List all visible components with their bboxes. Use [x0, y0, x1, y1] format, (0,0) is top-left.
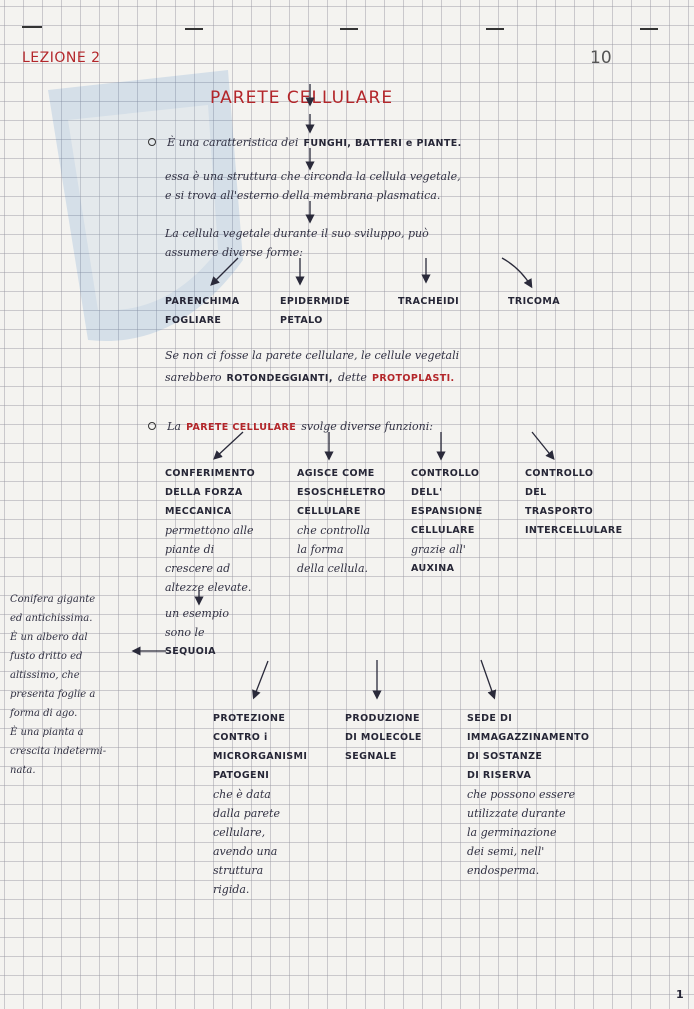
arrow-down-left-icon — [254, 661, 268, 697]
arrow-down-left-icon — [215, 432, 243, 458]
form-item: PARENCHIMA FOGLIARE — [165, 296, 240, 326]
intro-line-1: È una caratteristica dei FUNGHI, BATTERI e PIANTE. — [148, 131, 462, 150]
example-block: un esempio sono le SEQUOIA — [165, 607, 229, 657]
intro-line-4: La cellula vegetale durante il suo sviluppo, può — [165, 227, 429, 240]
arrow-curve-icon — [502, 258, 531, 286]
page-number: 10 — [590, 48, 612, 68]
form-item: TRACHEIDI — [398, 296, 460, 307]
function-item: CONFERIMENTO DELLA FORZA MECCANICA permettono alle piante di crescere ad altezze elevate. — [165, 468, 256, 594]
function-item: CONTROLLO DEL TRASPORTO INTERCELLULARE — [525, 468, 623, 536]
side-note: Conifera gigante ed antichissima. È un albero dal fusto dritto ed altissimo, che presenta foglie a forma di ago. È una pianta a crescita indetermi- nata. — [10, 594, 107, 776]
protoplasti-line-2: sarebbero ROTONDEGGIANTI, dette PROTOPLASTI. — [165, 371, 455, 384]
intro-line-3: e si trova all'esterno della membrana plasmatica. — [165, 189, 441, 202]
sub-function-item: PROTEZIONE CONTRO i MICRORGANISMI PATOGENI che è data dalla parete cellulare, avendo una struttura rigida. — [213, 713, 308, 896]
arrow-down-right-icon — [532, 432, 553, 458]
function-item: AGISCE COME ESOSCHELETRO CELLULARE che controlla la forma della cellula. — [297, 468, 386, 575]
footer-mark: 1 — [676, 988, 685, 1001]
arrow-down-left-icon — [212, 258, 238, 284]
intro-line-5: assumere diverse forme: — [165, 246, 303, 259]
protoplasti-line-1: Se non ci fosse la parete cellulare, le cellule vegetali — [165, 349, 460, 362]
arrow-down-right-icon — [481, 660, 494, 697]
lesson-label: LEZIONE 2 — [22, 50, 101, 66]
functions-intro: La PARETE CELLULARE svolge diverse funzioni: — [148, 415, 433, 434]
intro-line-2: essa è una struttura che circonda la cellula vegetale, — [165, 170, 461, 183]
sub-function-item: SEDE DI IMMAGAZZINAMENTO DI SOSTANZE DI RISERVA che possono essere utilizzate durante la germinazione dei semi, nell' endosperma. — [467, 713, 590, 877]
function-item: CONTROLLO DELL' ESPANSIONE CELLULARE grazie all' AUXINA — [411, 468, 483, 574]
sub-function-item: PRODUZIONE DI MOLECOLE SEGNALE — [345, 713, 422, 762]
form-item: EPIDERMIDE PETALO — [280, 296, 351, 326]
page-title: PARETE CELLULARE — [210, 88, 394, 108]
form-item: TRICOMA — [508, 296, 560, 307]
